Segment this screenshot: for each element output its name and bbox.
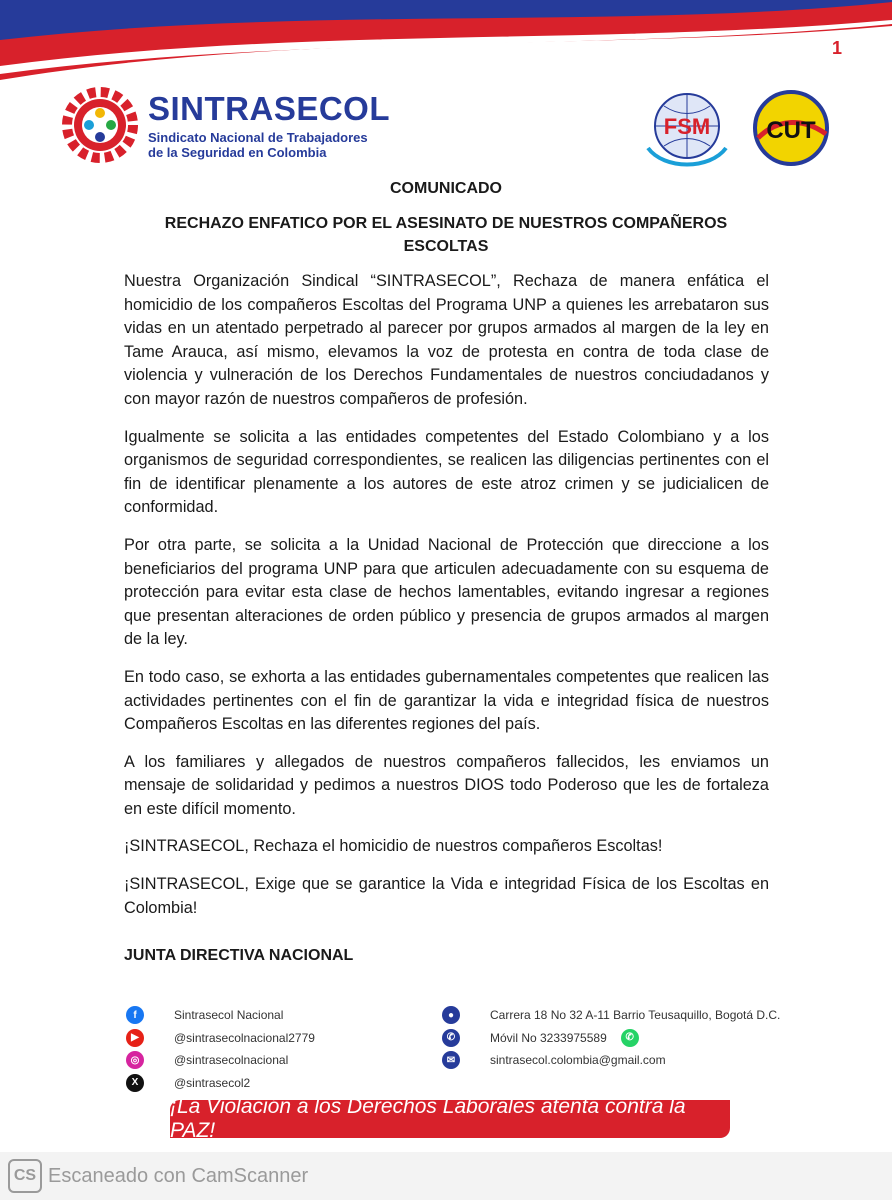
camscanner-watermark	[0, 1152, 892, 1200]
brand-subtitle-line-2: de la Seguridad en Colombia	[148, 145, 327, 160]
header-swoosh	[0, 0, 892, 90]
body-paragraph: ¡SINTRASECOL, Exige que se garantice la Vida e integridad Física de los Escoltas en Colombia!	[124, 875, 769, 917]
contact-x	[126, 1072, 315, 1095]
mail-icon: ✉	[442, 1051, 460, 1069]
subtitle-line-2: ESCOLTAS	[403, 238, 489, 255]
document-subtitle	[0, 212, 892, 258]
sintrasecol-logo	[60, 82, 390, 172]
body-paragraph: Por otra parte, se solicita a la Unidad Nacional de Protección que direccione a los beneficiarios del programa UNP para que articulen adecuadamente con su esquema de protección para evitar esta clase de hechos lamentables, evitando ingresar a regiones que presentan alteraciones de orden público y presencia de grupos armados al margen de la ley.	[124, 535, 769, 649]
body-paragraph: Nuestra Organización Sindical “SINTRASECOL”, Rechaza de manera enfática el homicidio de los compañeros Escoltas del Programa UNP a quienes les arrebataron sus vidas en un atentado perpetrado al parecer por grupos armados al margen de la ley en Tame Arauca, así mismo, elevamos la voz de protesta en contra de toda clase de violencia y vulneración de los Derechos Fundamentales de nuestros conciudadanos y con mayor razón de nuestros compañeros de profesión.	[124, 272, 769, 408]
camscanner-logo-icon: CS	[8, 1159, 42, 1193]
whatsapp-icon: ✆	[621, 1029, 639, 1047]
gear-logo-icon	[60, 82, 140, 168]
youtube-text: @sintrasecolnacional2779	[174, 1030, 315, 1045]
instagram-text: @sintrasecolnacional	[174, 1053, 289, 1068]
contact-instagram	[126, 1049, 315, 1072]
contact-email	[442, 1049, 780, 1072]
body-paragraph: A los familiares y allegados de nuestros compañeros fallecidos, les enviamos un mensaje de solidaridad y pedimos a nuestros DIOS todo Poderoso que les de fortaleza en este difícil momento.	[124, 752, 769, 818]
cut-logo-text: CUT	[766, 117, 816, 144]
fsm-logo	[634, 90, 740, 170]
footer-banner: ¡La Violación a los Derechos Laborales atenta contra la PAZ!	[170, 1100, 730, 1138]
youtube-icon: ▶	[126, 1029, 144, 1047]
brand-name: SINTRASECOL	[148, 90, 391, 127]
x-text: @sintrasecol2	[174, 1075, 251, 1090]
facebook-text: Sintrasecol Nacional	[174, 1008, 284, 1023]
contact-address	[442, 1004, 780, 1027]
contact-youtube	[126, 1027, 315, 1050]
address-text: Carrera 18 No 32 A-11 Barrio Teusaquillo, Bogotá D.C.	[490, 1008, 781, 1023]
body-paragraph: En todo caso, se exhorta a las entidades gubernamentales competentes que realicen las actividades pertinentes con el fin de garantizar la vida e integridad física de nuestros Compañeros Escoltas en las diferentes regiones del país.	[124, 667, 769, 734]
cut-logo	[748, 88, 834, 168]
phone-icon: ✆	[442, 1029, 460, 1047]
contact-facebook	[126, 1004, 315, 1027]
document-title: COMUNICADO	[390, 180, 502, 197]
facebook-icon: f	[126, 1006, 144, 1024]
location-pin-icon: ●	[442, 1006, 460, 1024]
page-number: 1	[831, 38, 842, 58]
signature: JUNTA DIRECTIVA NACIONAL	[124, 947, 354, 964]
instagram-icon: ◎	[126, 1051, 144, 1069]
body-paragraph: ¡SINTRASECOL, Rechaza el homicidio de nuestros compañeros Escoltas!	[124, 837, 663, 856]
camscanner-text: Escaneado con CamScanner	[48, 1164, 309, 1187]
subtitle-line-1: RECHAZO ENFATICO POR EL ASESINATO DE NUESTROS COMPAÑEROS	[164, 215, 728, 232]
fsm-logo-text: FSM	[663, 114, 711, 139]
phone-text: Móvil No 3233975589	[490, 1030, 607, 1045]
social-contacts	[126, 1004, 315, 1094]
office-contacts	[442, 1004, 780, 1072]
brand-subtitle-line-1: Sindicato Nacional de Trabajadores	[148, 130, 368, 145]
email-text: sintrasecol.colombia@gmail.com	[490, 1053, 666, 1068]
contact-phone	[442, 1027, 780, 1050]
body-paragraph: Igualmente se solicita a las entidades competentes del Estado Colombiano y a los organismos de seguridad correspondientes, se realicen las diligencias pertinentes con el fin de identificar plenamente a los autores de este atroz crimen y se judicialicen de conformidad.	[124, 427, 769, 517]
x-icon: X	[126, 1074, 144, 1092]
document-body	[124, 270, 769, 934]
